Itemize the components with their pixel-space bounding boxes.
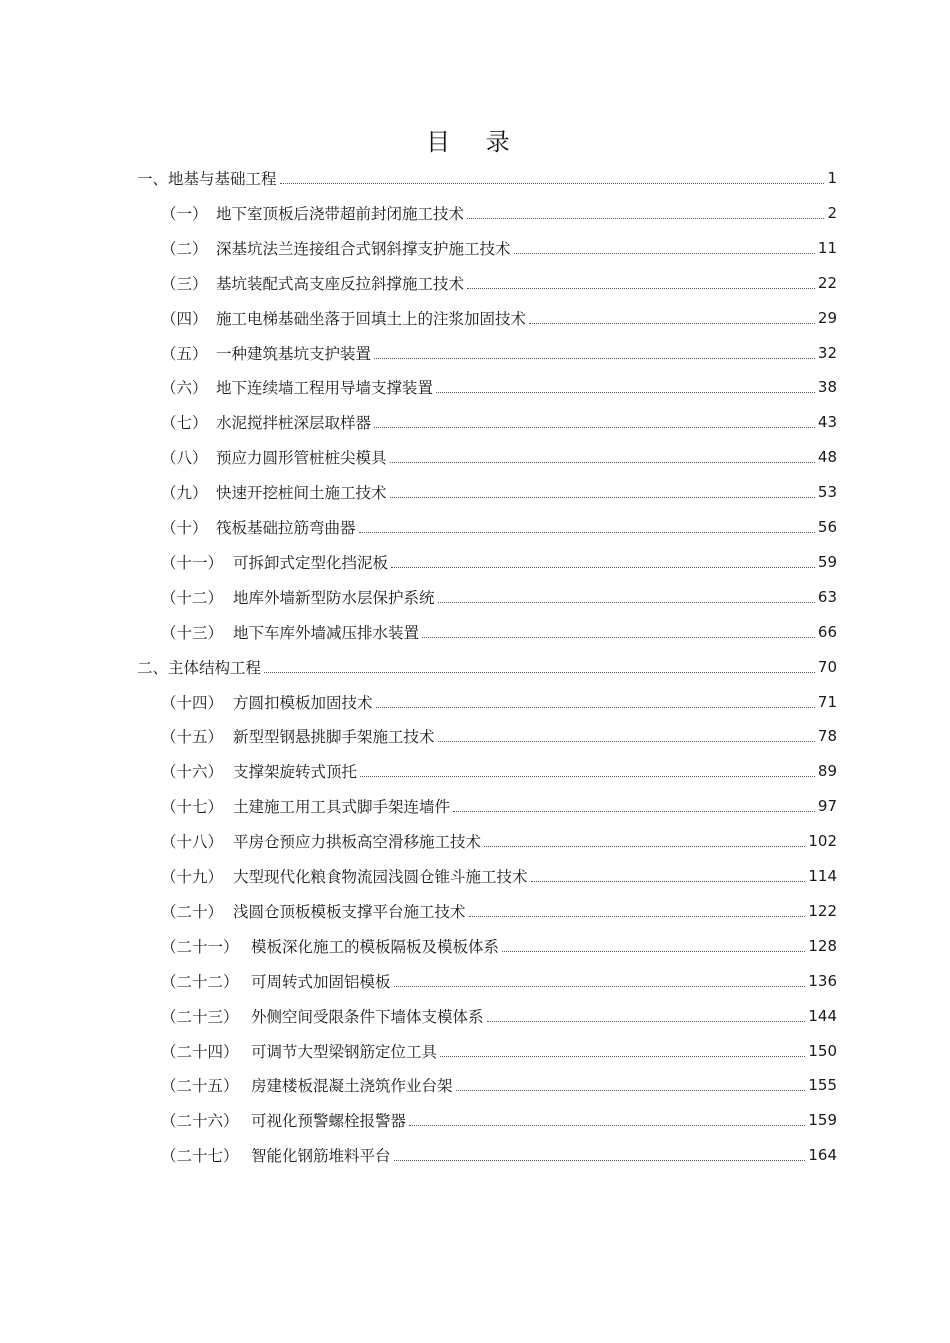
toc-entry-number: （十五） — [161, 728, 224, 747]
toc-page-number: 128 — [808, 936, 837, 955]
toc-dot-leader — [394, 1159, 806, 1161]
toc-entry-title: 地基与基础工程 — [168, 170, 277, 188]
toc-dot-leader — [467, 217, 824, 219]
toc-dot-leader — [374, 357, 815, 359]
toc-entry-number: （四） — [161, 309, 208, 328]
toc-dot-leader — [374, 426, 815, 428]
toc-entry-number: （二十六） — [161, 1112, 239, 1131]
toc-entry-title: 地下车库外墙减压排水装置 — [233, 623, 420, 642]
toc-entry-title: 方圆扣模板加固技术 — [233, 693, 373, 712]
toc-entry-title: 快速开挖桩间土施工技术 — [216, 484, 387, 503]
toc-entry-title: 可周转式加固铝模板 — [251, 972, 391, 991]
toc-dot-leader — [487, 1020, 806, 1022]
toc-entry-number: （二） — [161, 239, 208, 258]
toc-dot-leader — [531, 880, 806, 882]
toc-page-number: 2 — [827, 203, 837, 222]
toc-page-number: 53 — [817, 483, 837, 502]
toc-subsection-entry[interactable] — [161, 685, 837, 719]
toc-dot-leader — [264, 671, 815, 673]
toc-dot-leader — [529, 322, 815, 324]
toc-entry-title: 预应力圆形管桩桩尖模具 — [216, 449, 387, 468]
toc-page-number: 71 — [817, 692, 837, 711]
page-title: 目 录 — [426, 128, 524, 156]
toc-subsection-entry[interactable] — [161, 1103, 837, 1137]
toc-entry-number: （十八） — [161, 833, 224, 852]
toc-subsection-entry[interactable] — [161, 266, 837, 300]
toc-dot-leader — [390, 461, 815, 463]
toc-page-number: 155 — [808, 1076, 837, 1095]
toc-entry-title: 筏板基础拉筋弯曲器 — [216, 519, 356, 537]
toc-entry-number: （二十五） — [161, 1077, 239, 1096]
toc-dot-leader — [391, 566, 815, 568]
toc-subsection-entry[interactable] — [161, 405, 837, 439]
toc-subsection-entry[interactable] — [161, 1068, 837, 1102]
toc-page-number: 59 — [817, 552, 837, 571]
toc-entry-number: （十六） — [161, 763, 224, 782]
toc-entry-title: 大型现代化粮食物流园浅圆仓锥斗施工技术 — [233, 868, 528, 886]
toc-page-number: 11 — [817, 238, 837, 257]
toc-entry-title: 施工电梯基础坐落于回填土上的注浆加固技术 — [216, 309, 527, 328]
toc-dot-leader — [467, 287, 815, 289]
toc-subsection-entry[interactable] — [161, 475, 837, 509]
toc-entry-number: （二十七） — [161, 1147, 239, 1166]
toc-dot-leader — [514, 252, 815, 254]
toc-entry-number: （八） — [161, 449, 208, 468]
toc-dot-leader — [469, 915, 806, 917]
toc-subsection-entry[interactable] — [161, 964, 837, 998]
toc-entry-number: （二十一） — [161, 937, 239, 956]
toc-entry-number: （十七） — [161, 798, 224, 817]
toc-dot-leader — [438, 740, 815, 742]
toc-subsection-entry[interactable] — [161, 301, 837, 335]
toc-subsection-entry[interactable] — [161, 1034, 837, 1068]
toc-page-number: 43 — [817, 413, 837, 432]
toc-page-number: 102 — [808, 832, 837, 851]
toc-entry-title: 模板深化施工的模板隔板及模板体系 — [251, 937, 500, 956]
toc-page-number: 144 — [808, 1006, 837, 1025]
toc-entry-title: 基坑装配式高支座反拉斜撑施工技术 — [216, 274, 465, 293]
toc-entry-number: （七） — [161, 414, 208, 433]
toc-entry-number: （九） — [161, 484, 208, 503]
toc-dot-leader — [376, 706, 815, 708]
toc-dot-leader — [484, 845, 805, 847]
toc-dot-leader — [436, 391, 815, 393]
toc-subsection-entry[interactable] — [161, 440, 837, 474]
toc-entry-title: 水泥搅拌桩深层取样器 — [216, 414, 372, 433]
toc-subsection-entry[interactable] — [161, 336, 837, 370]
toc-dot-leader — [422, 636, 815, 638]
toc-subsection-entry[interactable] — [161, 580, 837, 614]
toc-entry-number: （六） — [161, 379, 208, 398]
toc-dot-leader — [360, 775, 815, 777]
toc-page-number: 32 — [817, 343, 837, 362]
toc-entry-title: 支撑架旋转式顶托 — [233, 763, 358, 782]
toc-subsection-entry[interactable] — [161, 789, 837, 823]
toc-page-number: 78 — [817, 727, 837, 746]
toc-dot-leader — [453, 810, 815, 812]
toc-page-number: 122 — [808, 901, 837, 920]
toc-page-number: 38 — [817, 378, 837, 397]
toc-dot-leader — [390, 496, 815, 498]
toc-entry-title: 外侧空间受限条件下墙体支模体系 — [251, 1007, 484, 1026]
toc-page-number: 164 — [808, 1146, 837, 1165]
toc-dot-leader — [409, 1124, 805, 1126]
toc-entry-number: （一） — [161, 204, 208, 223]
toc-entry-title: 平房仓预应力拱板高空滑移施工技术 — [233, 833, 482, 852]
toc-page-number: 48 — [817, 448, 837, 467]
toc-entry-title: 深基坑法兰连接组合式钢斜撑支护施工技术 — [216, 239, 511, 258]
toc-entry-number: 一、 — [137, 170, 169, 188]
toc-page-number: 70 — [817, 657, 837, 676]
toc-subsection-entry[interactable] — [161, 196, 837, 230]
toc-entry-number: （二十二） — [161, 972, 239, 991]
toc-subsection-entry[interactable] — [161, 999, 837, 1033]
toc-subsection-entry[interactable] — [161, 1138, 837, 1172]
toc-page-number: 63 — [817, 587, 837, 606]
toc-entry-number: （二十三） — [161, 1007, 239, 1026]
toc-entry-title: 房建楼板混凝土浇筑作业台架 — [251, 1077, 453, 1096]
toc-page-number: 1 — [827, 169, 837, 187]
toc-entry-number: （二十四） — [161, 1042, 239, 1061]
toc-subsection-entry[interactable] — [161, 719, 837, 753]
toc-entry-number: （五） — [161, 344, 208, 363]
toc-page-number: 89 — [817, 762, 837, 781]
toc-dot-leader — [280, 182, 825, 184]
toc-dot-leader — [394, 985, 806, 987]
toc-dot-leader — [502, 950, 805, 952]
toc-entry-title: 智能化钢筋堆料平台 — [251, 1147, 391, 1166]
toc-entry-number: （十四） — [161, 693, 224, 712]
toc-entry-title: 土建施工用工具式脚手架连墙件 — [233, 798, 451, 817]
toc-page-number: 97 — [817, 797, 837, 816]
toc-entry-title: 主体结构工程 — [168, 658, 262, 677]
toc-entry-title: 浅圆仓顶板模板支撑平台施工技术 — [233, 902, 466, 921]
toc-page-number: 66 — [817, 622, 837, 641]
toc-subsection-entry[interactable] — [161, 754, 837, 788]
toc-dot-leader — [438, 601, 815, 603]
toc-entry-number: （十九） — [161, 868, 224, 886]
toc-dot-leader — [440, 1055, 805, 1057]
toc-entry-number: （十一） — [161, 553, 224, 572]
toc-entry-title: 可调节大型梁钢筋定位工具 — [251, 1042, 438, 1061]
toc-subsection-entry[interactable] — [161, 510, 837, 544]
toc-subsection-entry[interactable] — [161, 231, 837, 265]
toc-subsection-entry[interactable] — [161, 545, 837, 579]
toc-entry-number: （二十） — [161, 902, 224, 921]
toc-subsection-entry[interactable] — [161, 824, 837, 858]
toc-entry-title: 地下室顶板后浇带超前封闭施工技术 — [216, 204, 465, 223]
toc-entry-title: 一种建筑基坑支护装置 — [216, 344, 372, 363]
toc-entry-title: 可视化预警螺栓报警器 — [251, 1112, 407, 1131]
toc-page-number: 22 — [817, 273, 837, 292]
toc-entry-number: （十） — [161, 519, 208, 537]
toc-entry-number: （十二） — [161, 588, 224, 607]
toc-subsection-entry[interactable] — [161, 894, 837, 928]
toc-page-number: 56 — [817, 518, 837, 536]
toc-entry-title: 新型型钢悬挑脚手架施工技术 — [233, 728, 435, 747]
toc-subsection-entry[interactable] — [161, 859, 837, 893]
toc-page-number: 29 — [817, 308, 837, 327]
toc-subsection-entry[interactable] — [161, 370, 837, 404]
toc-page-number: 150 — [808, 1041, 837, 1060]
toc-page-number: 114 — [808, 867, 837, 885]
toc-subsection-entry[interactable] — [161, 615, 837, 649]
toc-page-number: 159 — [808, 1111, 837, 1130]
toc-entry-title: 地库外墙新型防水层保护系统 — [233, 588, 435, 607]
toc-entry-number: （十三） — [161, 623, 224, 642]
toc-entry-number: 二、 — [137, 658, 169, 677]
toc-entry-title: 可拆卸式定型化挡泥板 — [233, 553, 389, 572]
toc-entry-title: 地下连续墙工程用导墙支撑装置 — [216, 379, 434, 398]
toc-dot-leader — [359, 531, 815, 533]
toc-section-entry[interactable] — [137, 161, 837, 195]
toc-section-entry[interactable] — [137, 650, 837, 684]
toc-subsection-entry[interactable] — [161, 929, 837, 963]
toc-dot-leader — [456, 1089, 806, 1091]
toc-entry-number: （三） — [161, 274, 208, 293]
toc-page-number: 136 — [808, 971, 837, 990]
